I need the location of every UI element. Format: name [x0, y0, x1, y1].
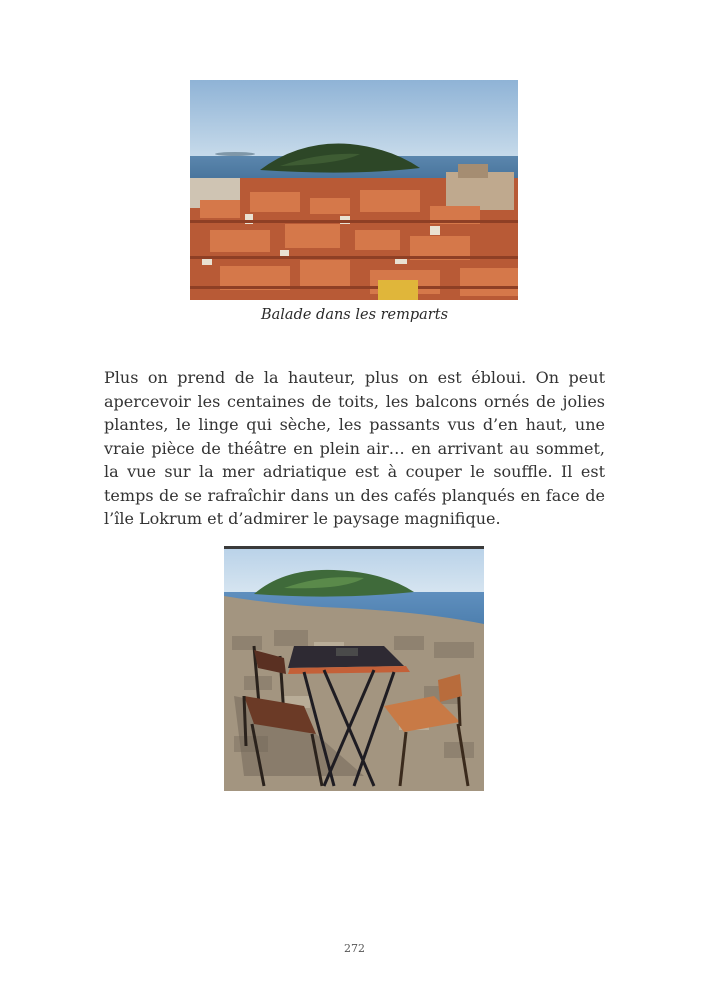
page-number: 272 [344, 942, 365, 955]
body-paragraph: Plus on prend de la hauteur, plus on est ébloui. On peut apercevoir les centaines de toits, les balcons ornés de jolies plantes, le linge qui sèche, les passants vus d’en haut, une vraie pièce de théâtre en plein air… en arrivant au sommet, la vue sur la mer adriatique est à couper le souffle. Il est temps de se rafraîchir dans un des cafés planqués en face de l’île Lokrum et d’admirer le paysage magnifique. [104, 368, 605, 528]
cafe-table-photo [224, 546, 484, 791]
rooftops-photo [190, 80, 518, 300]
figure-caption: Balade dans les remparts [260, 307, 449, 323]
